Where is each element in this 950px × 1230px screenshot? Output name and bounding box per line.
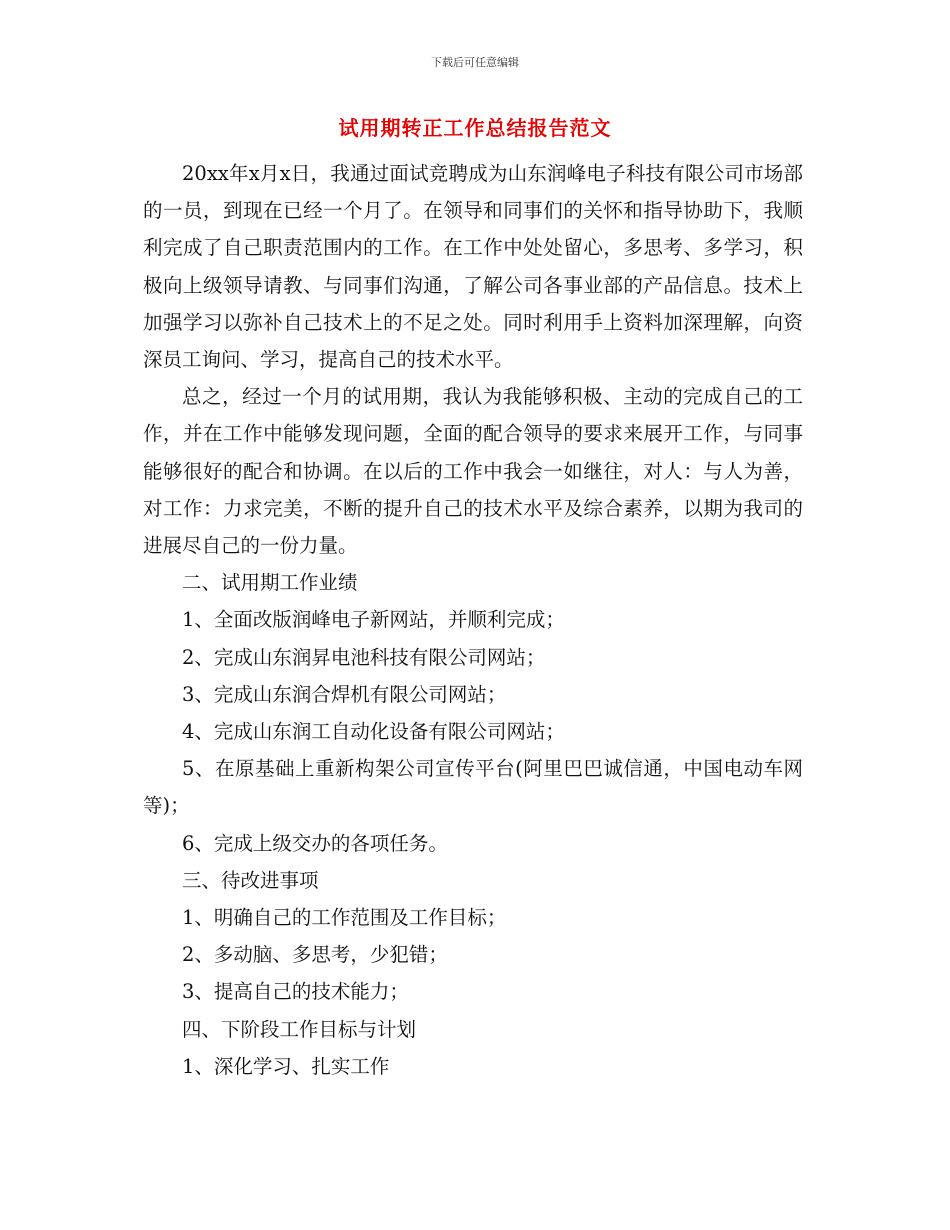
list-item: 1、明确自己的工作范围及工作目标； bbox=[182, 906, 507, 930]
header-note: 下载后可任意编辑 bbox=[431, 56, 519, 69]
list-item: 2、完成山东润昇电池科技有限公司网站； bbox=[182, 645, 546, 669]
list-item: 2、多动脑、多思考，少犯错； bbox=[182, 943, 448, 967]
document-title: 试用期转正工作总结报告范文 bbox=[338, 116, 612, 140]
list-item: 3、完成山东润合焊机有限公司网站； bbox=[182, 682, 507, 706]
list-item: 1、全面改版润峰电子新网站，并顺利完成； bbox=[182, 608, 565, 632]
section-heading-next-plan: 四、下阶段工作目标与计划 bbox=[182, 1017, 417, 1041]
paragraph-summary: 总之，经过一个月的试用期，我认为我能够积极、主动的完成自己的工作，并在工作中能够发现问题，全面的配合领导的要求来展开工作，与同事能够很好的配合和协调。在以后的工作中我会一如继往，对人：与人为善，对工作：力求完美，不断的提升自己的技术水平及综合素养，以期为我司的进展尽自己的一份力量。 bbox=[143, 385, 803, 558]
list-item: 6、完成上级交办的各项任务。 bbox=[182, 831, 448, 855]
list-item: 3、提高自己的技术能力； bbox=[182, 980, 409, 1004]
document-body bbox=[143, 155, 803, 1085]
list-item: 4、完成山东润工自动化设备有限公司网站； bbox=[182, 720, 565, 744]
section-heading-achievements: 二、试用期工作业绩 bbox=[182, 571, 358, 595]
list-item: 5、在原基础上重新构架公司宣传平台(阿里巴巴诚信通，中国电动车网等)； bbox=[143, 757, 803, 818]
paragraph-intro: 20xx年x月x日，我通过面试竞聘成为山东润峰电子科技有限公司市场部的一员，到现在已经一个月了。在领导和同事们的关怀和指导协助下，我顺利完成了自己职责范围内的工作。在工作中处处留心，多思考、多学习，积极向上级领导请教、与同事们沟通，了解公司各事业部的产品信息。技术上加强学习以弥补自己技术上的不足之处。同时利用手上资料加深理解，向资深员工询问、学习，提高自己的技术水平。 bbox=[143, 162, 803, 372]
list-item: 1、深化学习、扎实工作 bbox=[182, 1054, 390, 1078]
section-heading-improvements: 三、待改进事项 bbox=[182, 868, 319, 892]
